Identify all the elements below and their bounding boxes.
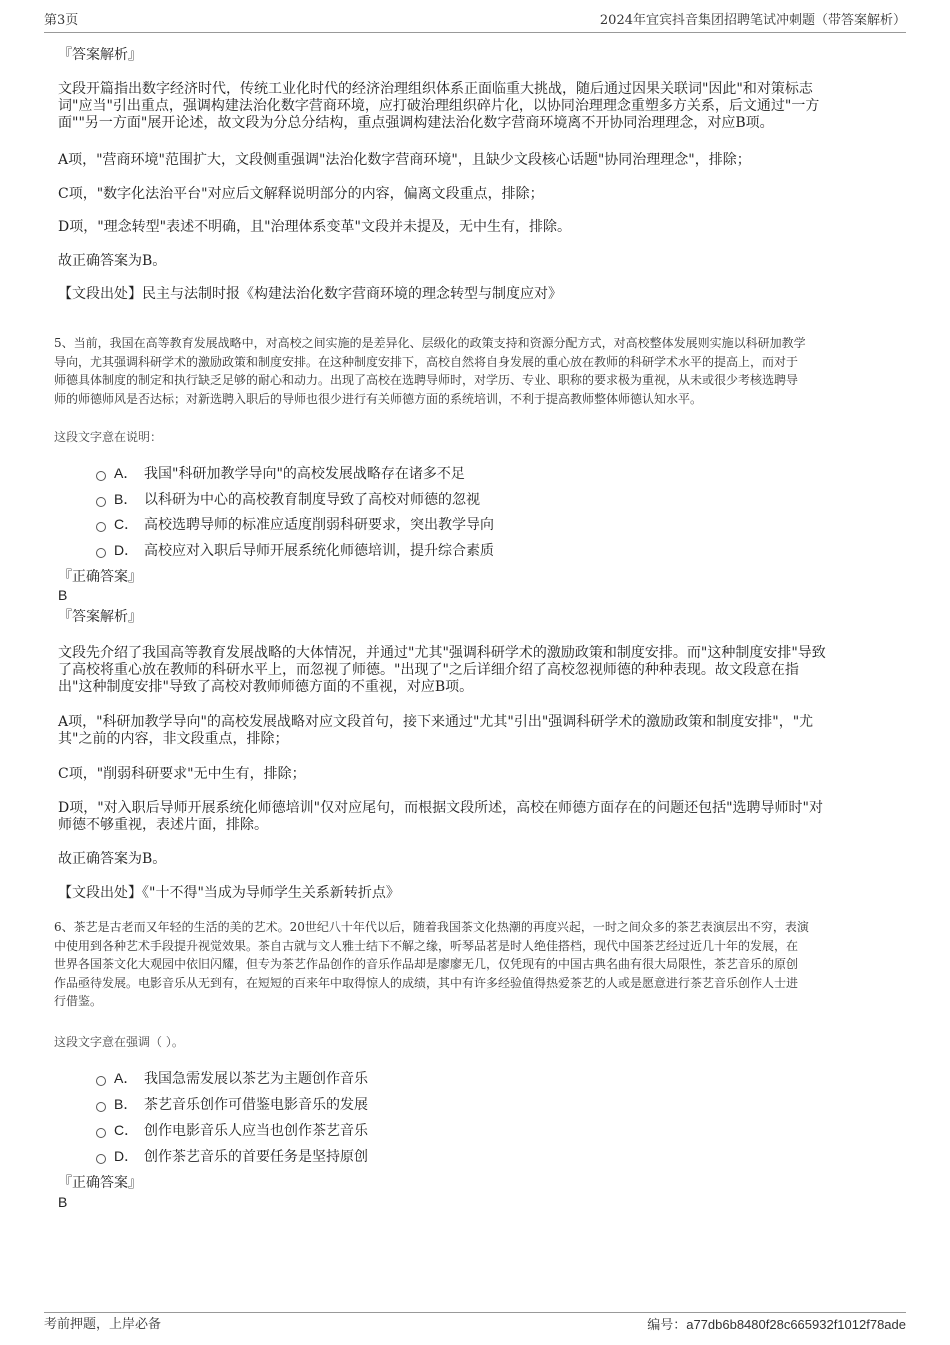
q5-source: 【文段出处】《"十不得"当成为导师学生关系新转折点》 xyxy=(58,885,400,901)
q5-answer: B xyxy=(58,587,68,603)
text-line: 师的师德师风是否达标；对新选聘入职后的导师也很少进行有关师德方面的系统培训，不利于提高教师整体师德认知水平。 xyxy=(54,391,703,406)
radio-icon[interactable] xyxy=(96,1128,106,1138)
q6-option-d[interactable] xyxy=(96,1147,368,1166)
option-text: 创作茶艺音乐的首要任务是坚持原创 xyxy=(144,1149,368,1165)
footer-slogan: 考前押题，上岸必备 xyxy=(44,1317,162,1332)
q6-option-c[interactable] xyxy=(96,1121,368,1140)
text-line: 6、茶艺是古老而又年轻的生活的美的艺术。20世纪八十年代以后，随着我国茶文化热潮的再度兴起，一时之间众多的茶艺表演层出不穷，表演 xyxy=(54,920,809,934)
text-line: 其"之前的内容，非文段重点，排除； xyxy=(58,731,289,747)
radio-icon[interactable] xyxy=(96,1076,106,1086)
radio-icon[interactable] xyxy=(96,1102,106,1112)
option-text: 茶艺音乐创作可借鉴电影音乐的发展 xyxy=(144,1097,368,1113)
text-line: 5、当前，我国在高等教育发展战略中，对高校之间实施的是差异化、层级化的政策支持和资源分配方式，对高校整体发展则实施以科研加教学 xyxy=(54,336,806,350)
q5-analysis-a xyxy=(58,714,898,748)
option-text: 高校选聘导师的标准应适度削弱科研要求，突出教学导向 xyxy=(144,517,494,533)
q5-analysis-c: C项，"削弱科研要求"无中生有，排除； xyxy=(58,766,306,782)
radio-icon[interactable] xyxy=(96,548,106,558)
q4-analysis-c: C项，"数字化法治平台"对应后文解释说明部分的内容，偏离文段重点，排除； xyxy=(58,186,544,202)
q5-conclusion: 故正确答案为B。 xyxy=(58,851,167,867)
text-line: 了高校将重心放在教师的科研水平上，而忽视了师德。"出现了"之后详细介绍了高校忽视师德的种种表现。故文段意在指 xyxy=(58,662,799,678)
text-line: 师德具体制度的制定和执行缺乏足够的耐心和动力。出现了高校在选聘导师时，对学历、专业、职称的要求极为重视，从未或很少考核选聘导 xyxy=(54,373,799,387)
q4-explain-text xyxy=(58,81,898,132)
q6-option-b[interactable] xyxy=(96,1095,368,1114)
option-letter: D． xyxy=(114,1148,139,1164)
radio-icon[interactable] xyxy=(96,471,106,481)
text-line: A项，"科研加教学导向"的高校发展战略对应文段首句，接下来通过"尤其"引出"强调科研学术的激励政策和制度安排"，"尤 xyxy=(58,714,814,730)
page-footer xyxy=(44,1312,906,1337)
q5-option-a[interactable] xyxy=(96,464,465,483)
radio-icon[interactable] xyxy=(96,522,106,532)
q6-option-a[interactable] xyxy=(96,1069,368,1088)
option-text: 创作电影音乐人应当也创作茶艺音乐 xyxy=(144,1123,368,1139)
q6-answer-heading: 『正确答案』 xyxy=(58,1175,142,1191)
q4-explain-heading: 『答案解析』 xyxy=(58,47,142,63)
radio-icon[interactable] xyxy=(96,497,106,507)
q6-answer: B xyxy=(58,1194,68,1210)
q5-stem xyxy=(54,334,899,408)
text-line: D项，"对入职后导师开展系统化师德培训"仅对应尾句，而根据文段所述，高校在师德方面存在的问题还包括"选聘导师时"对 xyxy=(58,800,823,816)
q4-conclusion: 故正确答案为B。 xyxy=(58,253,167,269)
text-line: 词"应当"引出重点，强调构建法治化数字营商环境，应打破治理组织碎片化，以协同治理理念重塑多方关系，后文通过"一方 xyxy=(58,98,820,114)
option-letter: C． xyxy=(114,1122,139,1138)
page-header xyxy=(44,12,906,33)
text-line: 中使用到各种艺术手段提升视觉效果。茶自古就与文人雅士结下不解之缘，听琴品茗是时人绝佳搭档，现代中国茶艺经过近几十年的发展，在 xyxy=(54,938,799,953)
q5-option-b[interactable] xyxy=(96,490,480,509)
q5-option-c[interactable] xyxy=(96,515,494,534)
option-letter: C． xyxy=(114,516,139,532)
q4-analysis-a: A项，"营商环境"范围扩大，文段侧重强调"法治化数字营商环境"，且缺少文段核心话题"协同治理理念"，排除； xyxy=(58,152,751,168)
q5-prompt: 这段文字意在说明： xyxy=(54,430,163,444)
option-letter: B． xyxy=(114,1096,138,1112)
code-value: a77db6b8480f28c665932f1012f78ade xyxy=(686,1317,906,1332)
text-line: 行借鉴。 xyxy=(54,994,103,1008)
q4-analysis-d: D项，"理念转型"表述不明确，且"治理体系变革"文段并未提及，无中生有，排除。 xyxy=(58,219,571,235)
text-line: 作品亟待发展。电影音乐从无到有，在短短的百来年中取得惊人的成绩，其中有许多经验值得热爱茶艺的人或是愿意进行茶艺音乐创作人士进 xyxy=(54,975,799,990)
option-letter: B． xyxy=(114,491,138,507)
q5-analysis-d xyxy=(58,800,898,834)
q6-prompt: 这段文字意在强调（ ）。 xyxy=(54,1035,184,1049)
option-text: 高校应对入职后导师开展系统化师德培训，提升综合素质 xyxy=(144,543,494,559)
radio-icon[interactable] xyxy=(96,1154,106,1164)
text-line: 面""另一方面"展开论述，故文段为分总分结构，重点强调构建法治化数字营商环境离不开协同治理理念，对应B项。 xyxy=(58,115,774,131)
q6-stem xyxy=(54,918,899,1011)
text-line: 世界各国茶文化大观园中依旧闪耀，但专为茶艺作品创作的音乐作品却是廖廖无几，仅凭现有的中国古典名曲有很大局限性，茶艺音乐的原创 xyxy=(54,957,799,971)
text-line: 师德不够重视，表述片面，排除。 xyxy=(58,817,268,833)
page-number: 第3页 xyxy=(44,13,79,28)
option-text: 我国急需发展以茶艺为主题创作音乐 xyxy=(144,1071,368,1087)
option-text: 以科研为中心的高校教育制度导致了高校对师德的忽视 xyxy=(144,492,480,508)
q5-option-d[interactable] xyxy=(96,541,494,560)
q5-explain-text xyxy=(58,645,898,696)
q4-source: 【文段出处】民主与法制时报《构建法治化数字营商环境的理念转型与制度应对》 xyxy=(58,286,562,302)
option-text: 我国"科研加教学导向"的高校发展战略存在诸多不足 xyxy=(144,466,465,482)
code-label: 编号： xyxy=(647,1318,687,1333)
option-letter: A． xyxy=(114,1070,138,1086)
document-code xyxy=(647,1316,906,1335)
document-title: 2024年宜宾抖音集团招聘笔试冲刺题（带答案解析） xyxy=(599,13,906,28)
q5-answer-heading: 『正确答案』 xyxy=(58,569,142,585)
q5-explain-heading: 『答案解析』 xyxy=(58,609,142,625)
option-letter: A． xyxy=(114,465,138,481)
text-line: 出"这种制度安排"导致了高校对教师师德方面的不重视，对应B项。 xyxy=(58,679,474,695)
text-line: 文段先介绍了我国高等教育发展战略的大体情况，并通过"尤其"强调科研学术的激励政策和制度安排。而"这种制度安排"导致 xyxy=(58,645,826,661)
option-letter: D． xyxy=(114,542,139,558)
text-line: 导向，尤其强调科研学术的激励政策和制度安排。在这种制度安排下，高校自然将自身发展的重心放在教师的科研学术水平的提高上，而对于 xyxy=(54,354,799,369)
text-line: 文段开篇指出数字经济时代，传统工业化时代的经济治理组织体系正面临重大挑战，随后通过因果关联词"因此"和对策标志 xyxy=(58,81,813,97)
